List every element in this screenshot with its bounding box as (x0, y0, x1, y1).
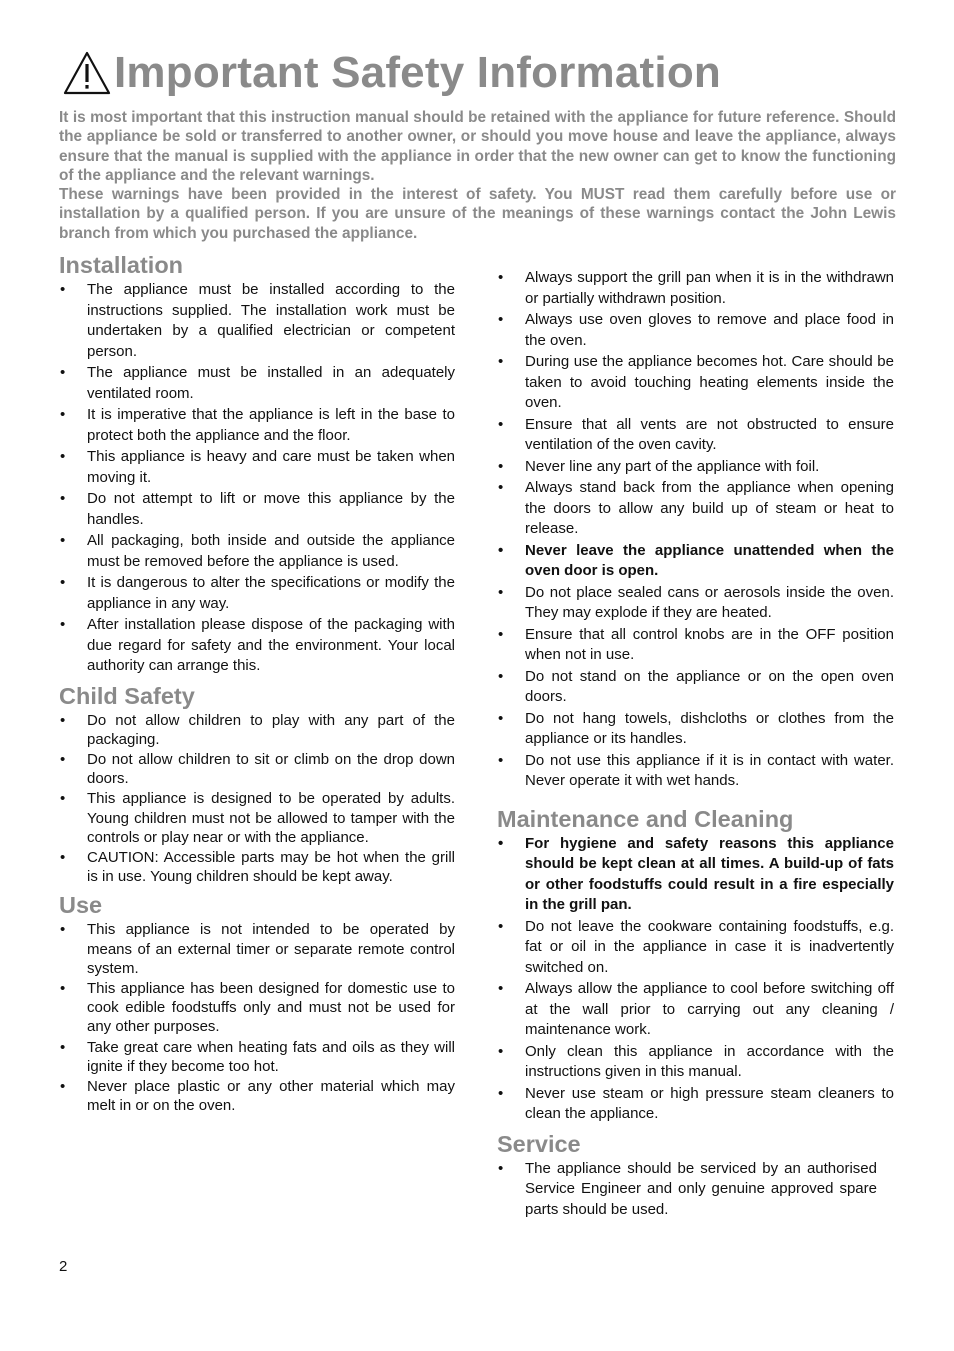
section-use (59, 890, 455, 1115)
list-item: • Never use steam or high pressure steam cleaners to clean the appliance. (497, 1084, 894, 1125)
list-item: • This appliance is not intended to be operated by means of an external timer or separate remote control system. (59, 920, 455, 978)
list-item: • Ensure that all vents are not obstructed to ensure ventilation of the oven cavity. (497, 415, 894, 456)
section-installation (59, 250, 455, 677)
list-item: • Do not attempt to lift or move this appliance by the handles. (59, 489, 455, 530)
section-use-continued (497, 268, 894, 792)
list-item-emphasis: • Never leave the appliance unattended when the oven door is open. (497, 541, 894, 582)
heading-installation: Installation (59, 252, 184, 278)
list-item: • CAUTION: Accessible parts may be hot when the grill is in use. Young children should be kept away. (59, 848, 455, 886)
section-service (497, 1129, 894, 1221)
list-item: • Only clean this appliance in accordance with the instructions given in this manual. (497, 1042, 894, 1083)
title-text: Important Safety Information (114, 48, 721, 97)
list-item: • All packaging, both inside and outside the appliance must be removed before the appliance is used. (59, 531, 455, 572)
list-item: • Do not leave the cookware containing foodstuffs, e.g. fat or oil in the appliance in case it is inadvertently switched on. (497, 917, 894, 979)
list-item: • Always use oven gloves to remove and place food in the oven. (497, 310, 894, 351)
heading-use: Use (59, 892, 103, 919)
section-maintenance (497, 804, 894, 1125)
list-item: • The appliance must be installed in an adequately ventilated room. (59, 363, 455, 404)
list-installation (59, 280, 455, 677)
list-item: • Take great care when heating fats and oils as they will ignite if they become too hot. (59, 1038, 455, 1076)
list-maintenance (497, 834, 894, 1125)
list-service (497, 1159, 894, 1221)
list-item: • Always allow the appliance to cool before switching off at the wall prior to carrying out any cleaning / maintenance work. (497, 979, 894, 1041)
list-item: • Do not use this appliance if it is in contact with water. Never operate it with wet hands. (497, 751, 894, 792)
list-child-safety (59, 711, 455, 887)
list-item: • The appliance should be serviced by an authorised Service Engineer and only genuine approved spare parts should be used. (497, 1159, 894, 1221)
list-item: • Always stand back from the appliance when opening the doors to allow any build up of steam or heat to release. (497, 478, 894, 540)
list-item: • Never line any part of the appliance with foil. (497, 457, 894, 478)
heading-service: Service (497, 1130, 581, 1157)
list-item-emphasis: • For hygiene and safety reasons this appliance should be kept clean at all times. A build-up of fats or other foodstuffs could result in a fire especially in the grill pan. (497, 834, 894, 916)
section-child-safety (59, 681, 455, 887)
list-use-continued (497, 268, 894, 792)
list-item: • This appliance is designed to be operated by adults. Young children must not be allowed to tamper with the controls or play near or with the appliance. (59, 789, 455, 847)
list-item: • Do not allow children to play with any part of the packaging. (59, 711, 455, 749)
heading-child-safety: Child Safety (59, 682, 195, 709)
list-item: • Ensure that all control knobs are in the OFF position when not in use. (497, 625, 894, 666)
list-item: • This appliance is heavy and care must be taken when moving it. (59, 447, 455, 488)
list-item: • It is dangerous to alter the specifications or modify the appliance in any way. (59, 573, 455, 614)
list-item: • Always support the grill pan when it is in the withdrawn or partially withdrawn position. (497, 268, 894, 309)
list-item: • Do not hang towels, dishcloths or clothes from the appliance or its handles. (497, 709, 894, 750)
page-title (62, 48, 721, 98)
right-column (497, 268, 894, 1224)
left-column (59, 250, 455, 1119)
list-item: • The appliance must be installed according to the instructions supplied. The installation work must be undertaken by a qualified electrician or competent person. (59, 280, 455, 362)
warning-triangle-icon (62, 50, 112, 96)
intro-paragraph-1: It is most important that this instruction manual should be retained with the appliance for future reference. Should the appliance be sold or transferred to another owner, or should you move house and leave the appliance, always ensure that the manual is supplied with the appliance in order that the new owner can get to know the functioning of the appliance and the relevant warnings. (59, 109, 896, 184)
list-item: • Do not stand on the appliance or on the open oven doors. (497, 667, 894, 708)
list-item: • After installation please dispose of the packaging with due regard for safety and the environment. Your local authority can arrange this. (59, 615, 455, 677)
list-item: • It is imperative that the appliance is left in the base to protect both the appliance and the floor. (59, 405, 455, 446)
intro-block (59, 108, 896, 243)
list-item: • Never place plastic or any other material which may melt in or on the oven. (59, 1077, 455, 1115)
list-use (59, 920, 455, 1115)
page-number: 2 (59, 1258, 68, 1275)
list-item: • Do not allow children to sit or climb on the drop down doors. (59, 750, 455, 788)
heading-maintenance: Maintenance and Cleaning (497, 805, 794, 832)
intro-paragraph-2: These warnings have been provided in the interest of safety. You MUST read them carefully before use or installation by a qualified person. If you are unsure of the meanings of these warnings contact the John Lewis branch from which you purchased the appliance. (59, 186, 896, 242)
list-item: • This appliance has been designed for domestic use to cook edible foodstuffs only and must not be used for any other purposes. (59, 979, 455, 1037)
list-item: • Do not place sealed cans or aerosols inside the oven. They may explode if they are heated. (497, 583, 894, 624)
list-item: • During use the appliance becomes hot. Care should be taken to avoid touching heating elements inside the oven. (497, 352, 894, 414)
